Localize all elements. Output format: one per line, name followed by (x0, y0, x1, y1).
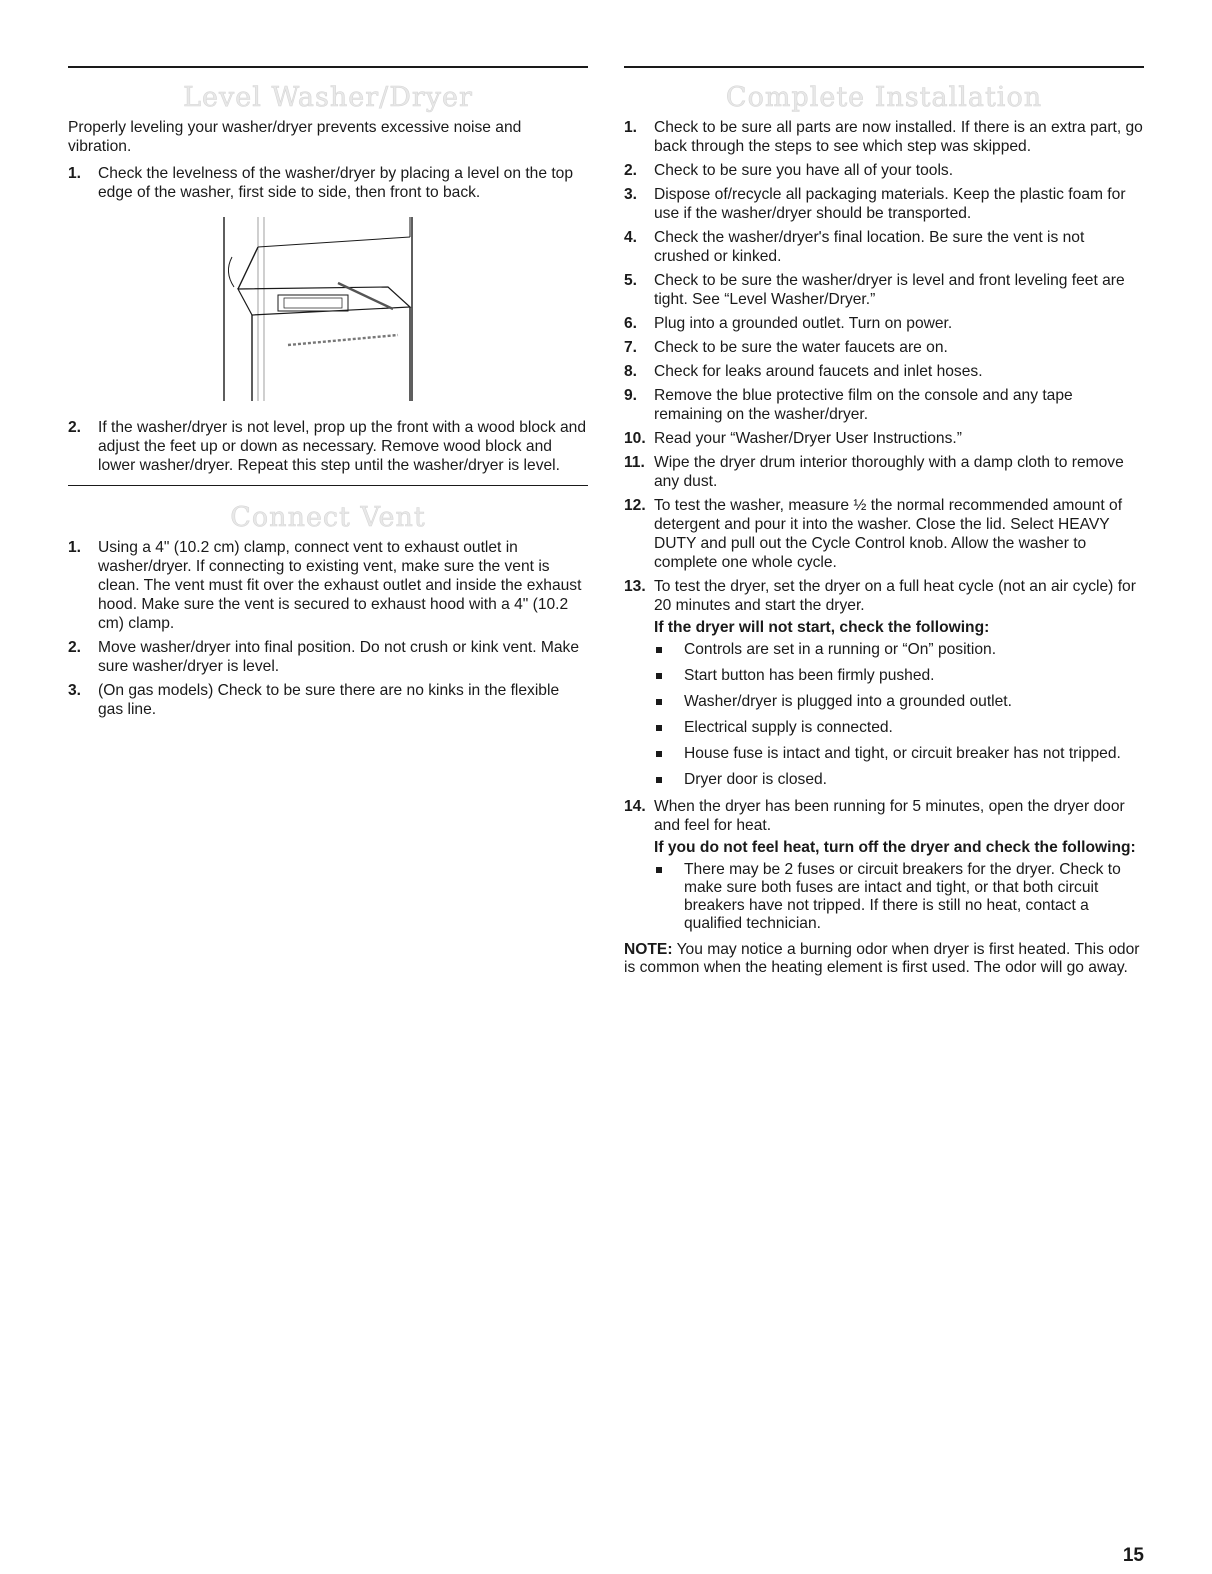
step-number: 12. (624, 497, 646, 514)
step-text: When the dryer has been running for 5 minutes, open the dryer door and feel for heat. (654, 798, 1125, 834)
checklist-text: Electrical supply is connected. (684, 719, 893, 736)
list-item (654, 861, 1144, 933)
no-heat-heading: If you do not feel heat, turn off the dryer and check the following: (654, 839, 1136, 856)
bullet-square-icon (656, 751, 662, 757)
list-item (654, 667, 1144, 685)
section-rule (624, 66, 1144, 68)
list-item (654, 771, 1144, 789)
step-text: To test the dryer, set the dryer on a full heat cycle (not an air cycle) for 20 minutes and start the dryer. (654, 578, 1136, 614)
list-item (68, 418, 588, 475)
list-item (624, 228, 1144, 266)
list-item (68, 681, 588, 719)
section-title-complete: Complete Installation (725, 82, 1043, 113)
step-number: 3. (624, 186, 638, 203)
list-item (654, 745, 1144, 763)
step-number: 9. (624, 387, 638, 404)
note-text: You may notice a burning odor when dryer is first heated. This odor is common when the heating element is first used. The odor will go away. (624, 941, 1140, 976)
list-item (624, 496, 1144, 572)
section-rule (68, 66, 588, 68)
vent-steps (68, 538, 588, 719)
washer-dryer-level-illustration (218, 217, 418, 401)
list-item (68, 164, 588, 202)
step-text: Check the washer/dryer's final location. Be sure the vent is not crushed or kinked. (654, 229, 1085, 265)
bullet-square-icon (656, 647, 662, 653)
step-number: 2. (68, 419, 82, 436)
step-text: Remove the blue protective film on the console and any tape remaining on the washer/dryer. (654, 387, 1073, 423)
note-label: NOTE: (624, 941, 673, 958)
step-text: Read your “Washer/Dryer User Instructions.” (654, 430, 962, 447)
list-item (624, 118, 1144, 156)
list-item (624, 161, 1144, 180)
list-item (654, 719, 1144, 737)
checklist-text: House fuse is intact and tight, or circuit breaker has not tripped. (684, 745, 1121, 762)
level-steps (68, 164, 588, 202)
dryer-not-start-checklist (654, 641, 1144, 789)
level-steps-continued (68, 418, 588, 475)
step-number: 2. (68, 639, 82, 656)
step-text: Check to be sure the washer/dryer is level and front leveling feet are tight. See “Level Washer/Dryer.” (654, 272, 1125, 308)
list-item (624, 797, 1144, 933)
list-item (624, 577, 1144, 789)
list-item (624, 453, 1144, 491)
step-number: 4. (624, 229, 638, 246)
step-number: 3. (68, 682, 82, 699)
step-text: (On gas models) Check to be sure there are no kinks in the flexible gas line. (98, 682, 560, 718)
list-item (624, 429, 1144, 448)
checklist-text: Washer/dryer is plugged into a grounded outlet. (684, 693, 1012, 710)
step-text: Wipe the dryer drum interior thoroughly with a damp cloth to remove any dust. (654, 454, 1124, 490)
step-text: If the washer/dryer is not level, prop up the front with a wood block and adjust the feet up or down as necessary. Remove wood block and lower washer/dryer. Repeat this step until the washer/dryer is level. (98, 419, 587, 474)
list-item (654, 693, 1144, 711)
list-item (624, 338, 1144, 357)
step-number: 2. (624, 162, 638, 179)
list-item (624, 185, 1144, 223)
step-text: Move washer/dryer into final position. Do not crush or kink vent. Make sure washer/dryer is level. (98, 639, 580, 675)
step-number: 8. (624, 363, 638, 380)
page-number: 15 (1122, 1545, 1144, 1566)
list-item (624, 271, 1144, 309)
step-text: To test the washer, measure ½ the normal recommended amount of detergent and pour it into the washer. Close the lid. Select HEAVY DUTY and pull out the Cycle Control knob. Allow the washer to complete one whole cycle. (654, 497, 1123, 571)
checklist-text: Start button has been firmly pushed. (684, 667, 935, 684)
step-number: 1. (624, 119, 638, 136)
step-number: 10. (624, 430, 646, 447)
step-text: Dispose of/recycle all packaging materials. Keep the plastic foam for use if the washer/dryer should be transported. (654, 186, 1126, 222)
step-number: 1. (68, 165, 82, 182)
section-title-level: Level Washer/Dryer (183, 82, 473, 113)
bullet-square-icon (656, 867, 662, 873)
step-number: 5. (624, 272, 638, 289)
step-number: 14. (624, 798, 646, 815)
bullet-square-icon (656, 725, 662, 731)
no-heat-checklist (654, 861, 1144, 933)
list-item (624, 386, 1144, 424)
checklist-text: There may be 2 fuses or circuit breakers for the dryer. Check to make sure both fuses are intact and tight, or that both circuit breakers have not tripped. If there is still no heat, contact a qualified technician. (684, 861, 1121, 932)
dryer-not-start-heading: If the dryer will not start, check the following: (654, 619, 990, 636)
bullet-square-icon (656, 699, 662, 705)
list-item (68, 638, 588, 676)
step-text: Check to be sure you have all of your tools. (654, 162, 954, 179)
right-column (624, 66, 1144, 977)
list-item (68, 538, 588, 633)
list-item (624, 314, 1144, 333)
section-title-vent: Connect Vent (230, 502, 426, 533)
bullet-square-icon (656, 777, 662, 783)
checklist-text: Dryer door is closed. (684, 771, 827, 788)
step-number: 1. (68, 539, 82, 556)
step-number: 6. (624, 315, 638, 332)
bullet-square-icon (656, 673, 662, 679)
checklist-text: Controls are set in a running or “On” position. (684, 641, 997, 658)
step-text: Check for leaks around faucets and inlet hoses. (654, 363, 983, 380)
step-text: Check to be sure the water faucets are on. (654, 339, 948, 356)
list-item (624, 362, 1144, 381)
step-text: Check to be sure all parts are now installed. If there is an extra part, go back through the steps to see which step was skipped. (654, 119, 1143, 155)
step-number: 11. (624, 454, 645, 471)
note-paragraph (624, 941, 1144, 977)
step-text: Check the levelness of the washer/dryer by placing a level on the top edge of the washer, first side to side, then front to back. (98, 165, 574, 201)
step-text: Using a 4" (10.2 cm) clamp, connect vent to exhaust outlet in washer/dryer. If connecting to existing vent, make sure the vent is clean. The vent must fit over the exhaust outlet and inside the exhaust hood. Make sure the vent is secured to exhaust hood with a 4" (10.2 cm) clamp. (98, 539, 582, 632)
complete-steps (624, 118, 1144, 933)
section-rule (68, 485, 588, 486)
step-number: 7. (624, 339, 638, 356)
left-column (68, 66, 588, 724)
level-intro: Properly leveling your washer/dryer prevents excessive noise and vibration. (68, 119, 522, 155)
step-text: Plug into a grounded outlet. Turn on power. (654, 315, 953, 332)
list-item (654, 641, 1144, 659)
step-number: 13. (624, 578, 646, 595)
